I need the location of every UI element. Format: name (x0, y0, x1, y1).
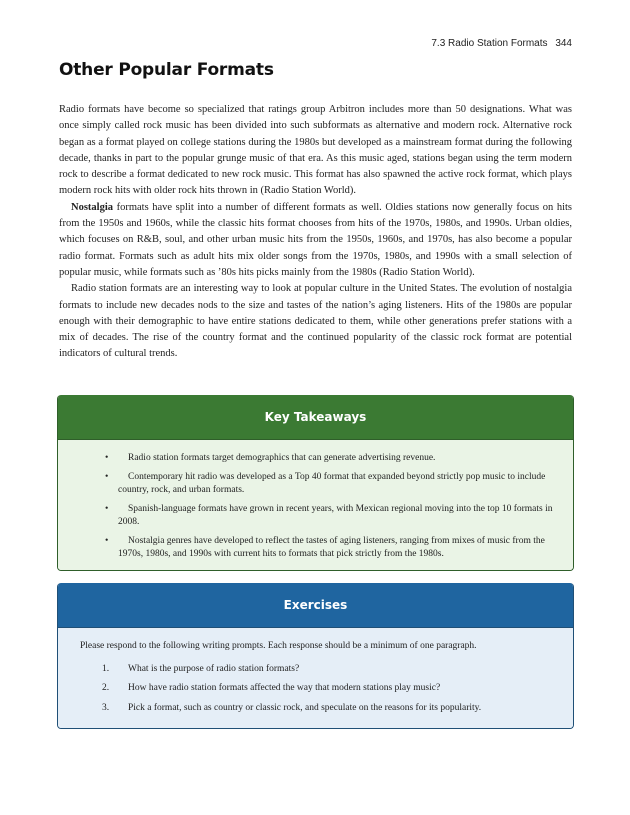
key-takeaways-title: Key Takeaways (58, 395, 573, 439)
paragraph-2-bold-lead: Nostalgia (71, 201, 113, 213)
list-item (98, 503, 559, 530)
list-item (80, 702, 559, 716)
paragraph-2-text: formats have split into a number of different formats as well. Oldies stations now generally focus on hits from the 1950s and 1960s, while the classic hits format chooses from hits of the 1970s, 1980s, and 1990s. Urban oldies, which focuses on R&B, soul, and other urban music hits from the 1950s, 1960s, and 1970s, has also become a popular radio format. Formats such as adult hits mix older songs from the 1970s, 1980s, and 1990s with a small selection of popular music, while formats such as ’80s hits picks mainly from the 1980s (Radio Station World). (59, 201, 572, 278)
list-item (98, 535, 559, 562)
key-takeaways-box (57, 395, 574, 571)
list-item (80, 682, 559, 696)
running-header (431, 38, 572, 49)
body-text (59, 102, 572, 363)
section-title: Other Popular Formats (59, 60, 274, 80)
exercises-list (80, 663, 559, 716)
list-item (98, 452, 559, 466)
paragraph-3 (59, 281, 572, 362)
exercises-box (57, 583, 574, 729)
paragraph-1-text: Radio formats have become so specialized that ratings group Arbitron includes more than 50 designations. What was once simply called rock music has been divided into such subformats as alternative and modern rock. Alternative rock began as a format played on college stations during the 1980s but developed as a mainstream format during the following decade, thanks in part to the popular grunge music of that era. As this music aged, stations began using the term modern rock to describe a format dedicated to new rock music. This format has also spawned the active rock format, which plays modern rock hits with older rock hits thrown in (Radio Station World). (59, 104, 572, 197)
bullet-icon: • (105, 535, 109, 546)
bullet-icon: • (105, 503, 109, 514)
exercise-text: How have radio station formats affected the way that modern stations play music? (128, 683, 441, 693)
list-item (98, 471, 559, 498)
exercises-intro: Please respond to the following writing prompts. Each response should be a minimum of one paragraph. (80, 641, 477, 651)
running-header-section: 7.3 Radio Station Formats (431, 38, 548, 49)
exercises-title: Exercises (58, 583, 573, 627)
page-number: 344 (555, 38, 572, 49)
bullet-icon: • (105, 453, 109, 463)
key-takeaways-body (58, 439, 573, 571)
exercises-body (58, 627, 573, 729)
key-takeaways-list (98, 452, 559, 562)
exercise-number: 1. (102, 663, 110, 674)
paragraph-3-text: Radio station formats are an interesting way to look at popular culture in the United States. The evolution of nostalgia formats to include new decades nods to the size and tastes of the nation’s aging listeners. Hits of the 1980s are popular enough with their demographic to have entire stations dedicated to them, while other generations prefer stations with a mix of decades. The rise of the country format and the continued popularity of the classic rock format are potential indicators of cultural trends. (59, 283, 572, 360)
takeaway-text: Spanish-language formats have grown in recent years, with Mexican regional moving into the top 10 formats in 2008. (118, 503, 553, 527)
bullet-icon: • (105, 471, 109, 482)
takeaway-text: Contemporary hit radio was developed as a Top 40 format that expanded beyond strictly pop music to include country, rock, and urban formats. (118, 471, 546, 495)
exercise-text: Pick a format, such as country or classic rock, and speculate on the reasons for its popularity. (128, 702, 482, 713)
exercise-number: 3. (102, 702, 110, 713)
paragraph-1 (59, 102, 572, 200)
paragraph-2 (59, 200, 572, 281)
takeaway-text: Radio station formats target demographics that can generate advertising revenue. (128, 453, 436, 463)
exercise-number: 2. (102, 683, 110, 693)
list-item (80, 663, 559, 677)
takeaway-text: Nostalgia genres have developed to reflect the tastes of aging listeners, ranging from mixes of music from the 1970s, 1980s, and 1990s with current hits to formats that pick strictly from the 1980s. (118, 535, 545, 559)
exercise-text: What is the purpose of radio station formats? (128, 663, 300, 674)
